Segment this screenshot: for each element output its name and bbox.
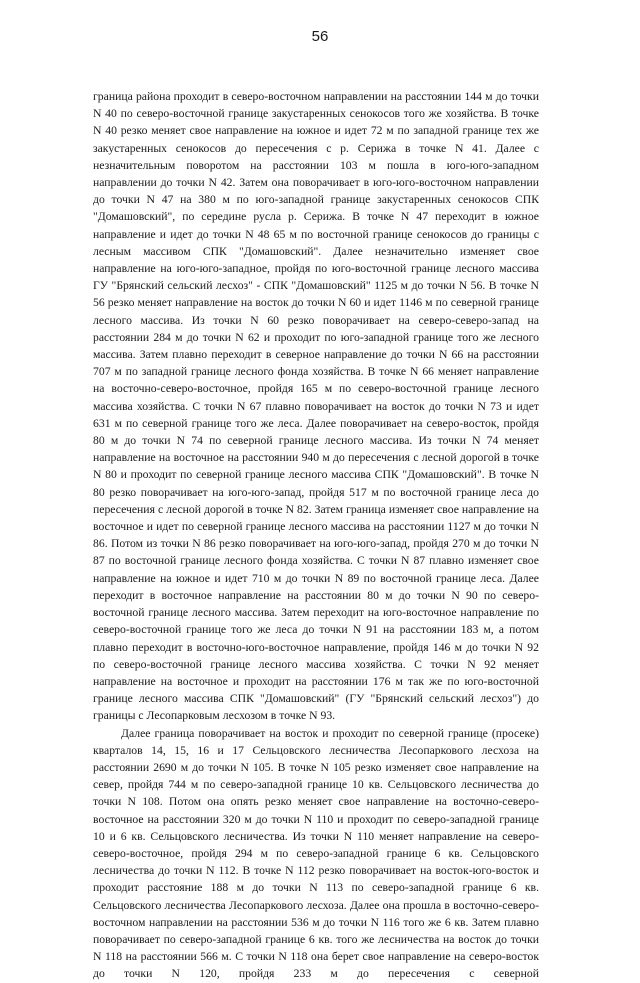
document-body — [93, 88, 539, 983]
page-number: 56 — [311, 28, 329, 45]
paragraph-boundary-description-2: Далее граница поворачивает на восток и проходит по северной границе (просеке) кварталов 14, 15, 16 и 17 Сельцовского лесничества Лесопаркового лесхоза на расстоянии 2690 м до точки N 105. В точке N 105 резко изменяет свое направление на север, пройдя 744 м по северо-западной границе 10 кв. Сельцовского лесничества до точки N 108. Потом она опять резко меняет свое направление на восточно-северо-восточное на расстоянии 320 м до точки N 110 и проходит по северо-западной границе 10 и 6 кв. Сельцовского лесничества. Из точки N 110 меняет направление на северо-северо-восточное, пройдя 294 м по северо-западной границе 6 кв. Сельцовского лесничества до точки N 112. В точке N 112 резко поворачивает на восток-юго-восток и проходит расстояние 188 м до точки N 113 по северо-западной границе 6 кв. Сельцовского лесничества Лесопаркового лесхоза. Далее она прошла в восточно-северо-восточном направлении на расстоянии 536 м до точки N 116 того же 6 кв. Затем плавно поворачивает по северо-западной границе 6 кв. того же лесничества на восток до точки N 118 на расстоянии 566 м. С точки N 118 она берет свое направление на северо-восток до точки N 120, пройдя 233 м до пересечения с северной — [93, 726, 539, 981]
paragraph-boundary-description-1: граница района проходит в северо-восточном направлении на расстоянии 144 м до точки N 40 по северо-восточной границе закустаренных сенокосов того же хозяйства. В точке N 40 резко меняет свое направление на южное и идет 72 м по западной границе тех же закустаренных сенокосов до пересечения с р. Серижа в точке N 41. Далее с незначительным поворотом на расстоянии 103 м пошла в юго-юго-западном направлении до точки N 42. Затем она поворачивает в юго-юго-восточном направлении до точки N 47 на 380 м по юго-западной границе закустаренных сенокосов СПК "Домашовский", по середине русла р. Серижа. В точке N 47 переходит в южное направление и идет до точки N 48 65 м по восточной границе сенокосов до границы с лесным массивом СПК "Домашовский". Далее незначительно изменяет свое направление на юго-юго-западное, пройдя по юго-восточной границе лесного массива ГУ "Брянский сельский лесхоз" - СПК "Домашовский" 1125 м до точки N 56. В точке N 56 резко меняет направление на восток до точки N 60 и идет 1146 м по северной границе лесного массива. Из точки N 60 резко поворачивает на северо-северо-запад на расстоянии 284 м до точки N 62 и проходит по юго-западной границе того же лесного массива. Затем плавно переходит в северное направление до точки N 66 на расстоянии 707 м по западной границе лесного фонда хозяйства. В точке N 66 меняет направление на восточно-северо-восточное, пройдя 165 м по северо-восточной границе лесного массива хозяйства. С точки N 67 плавно поворачивает на восток до точки N 73 и идет 631 м по северной границе того же леса. Далее поворачивает на северо-восток, пройдя 80 м до точки N 74 по северной границе лесного массива. Из точки N 74 меняет направление на восточное на расстоянии 940 м до пересечения с лесной дорогой в точке N 80 и проходит по северной границе лесного массива СПК "Домашовский". В точке N 80 резко поворачивает на юго-юго-запад, пройдя 517 м по восточной границе леса до пересечения с лесной дорогой в точке N 82. Затем граница изменяет свое направление на восточное и идет по северной границе лесного массива на расстоянии 1127 м до точки N 86. Потом из точки N 86 резко поворачивает на юго-юго-запад, пройдя 270 м до точки N 87 по восточной границе лесного фонда хозяйства. С точки N 87 плавно изменяет свое направление на южное и идет 710 м до точки N 89 по восточной границе леса. Далее переходит в восточное направление на расстоянии 80 м до точки N 90 по северо-восточной границе лесного массива. Затем переходит на юго-восточное направление по северо-восточной границе того же леса до точки N 91 на расстоянии 183 м, а потом плавно переходит в восточно-юго-восточное направление, пройдя 146 м до точки N 92 по северо-восточной границе лесного массива хозяйства. С точки N 92 меняет направление на восточное и проходит на расстоянии 176 м так же по юго-восточной границе лесного массива СПК "Домашовский" (ГУ "Брянский сельский лесхоз") до границы с Лесопарковым лесхозом в точке N 93. — [93, 90, 539, 723]
